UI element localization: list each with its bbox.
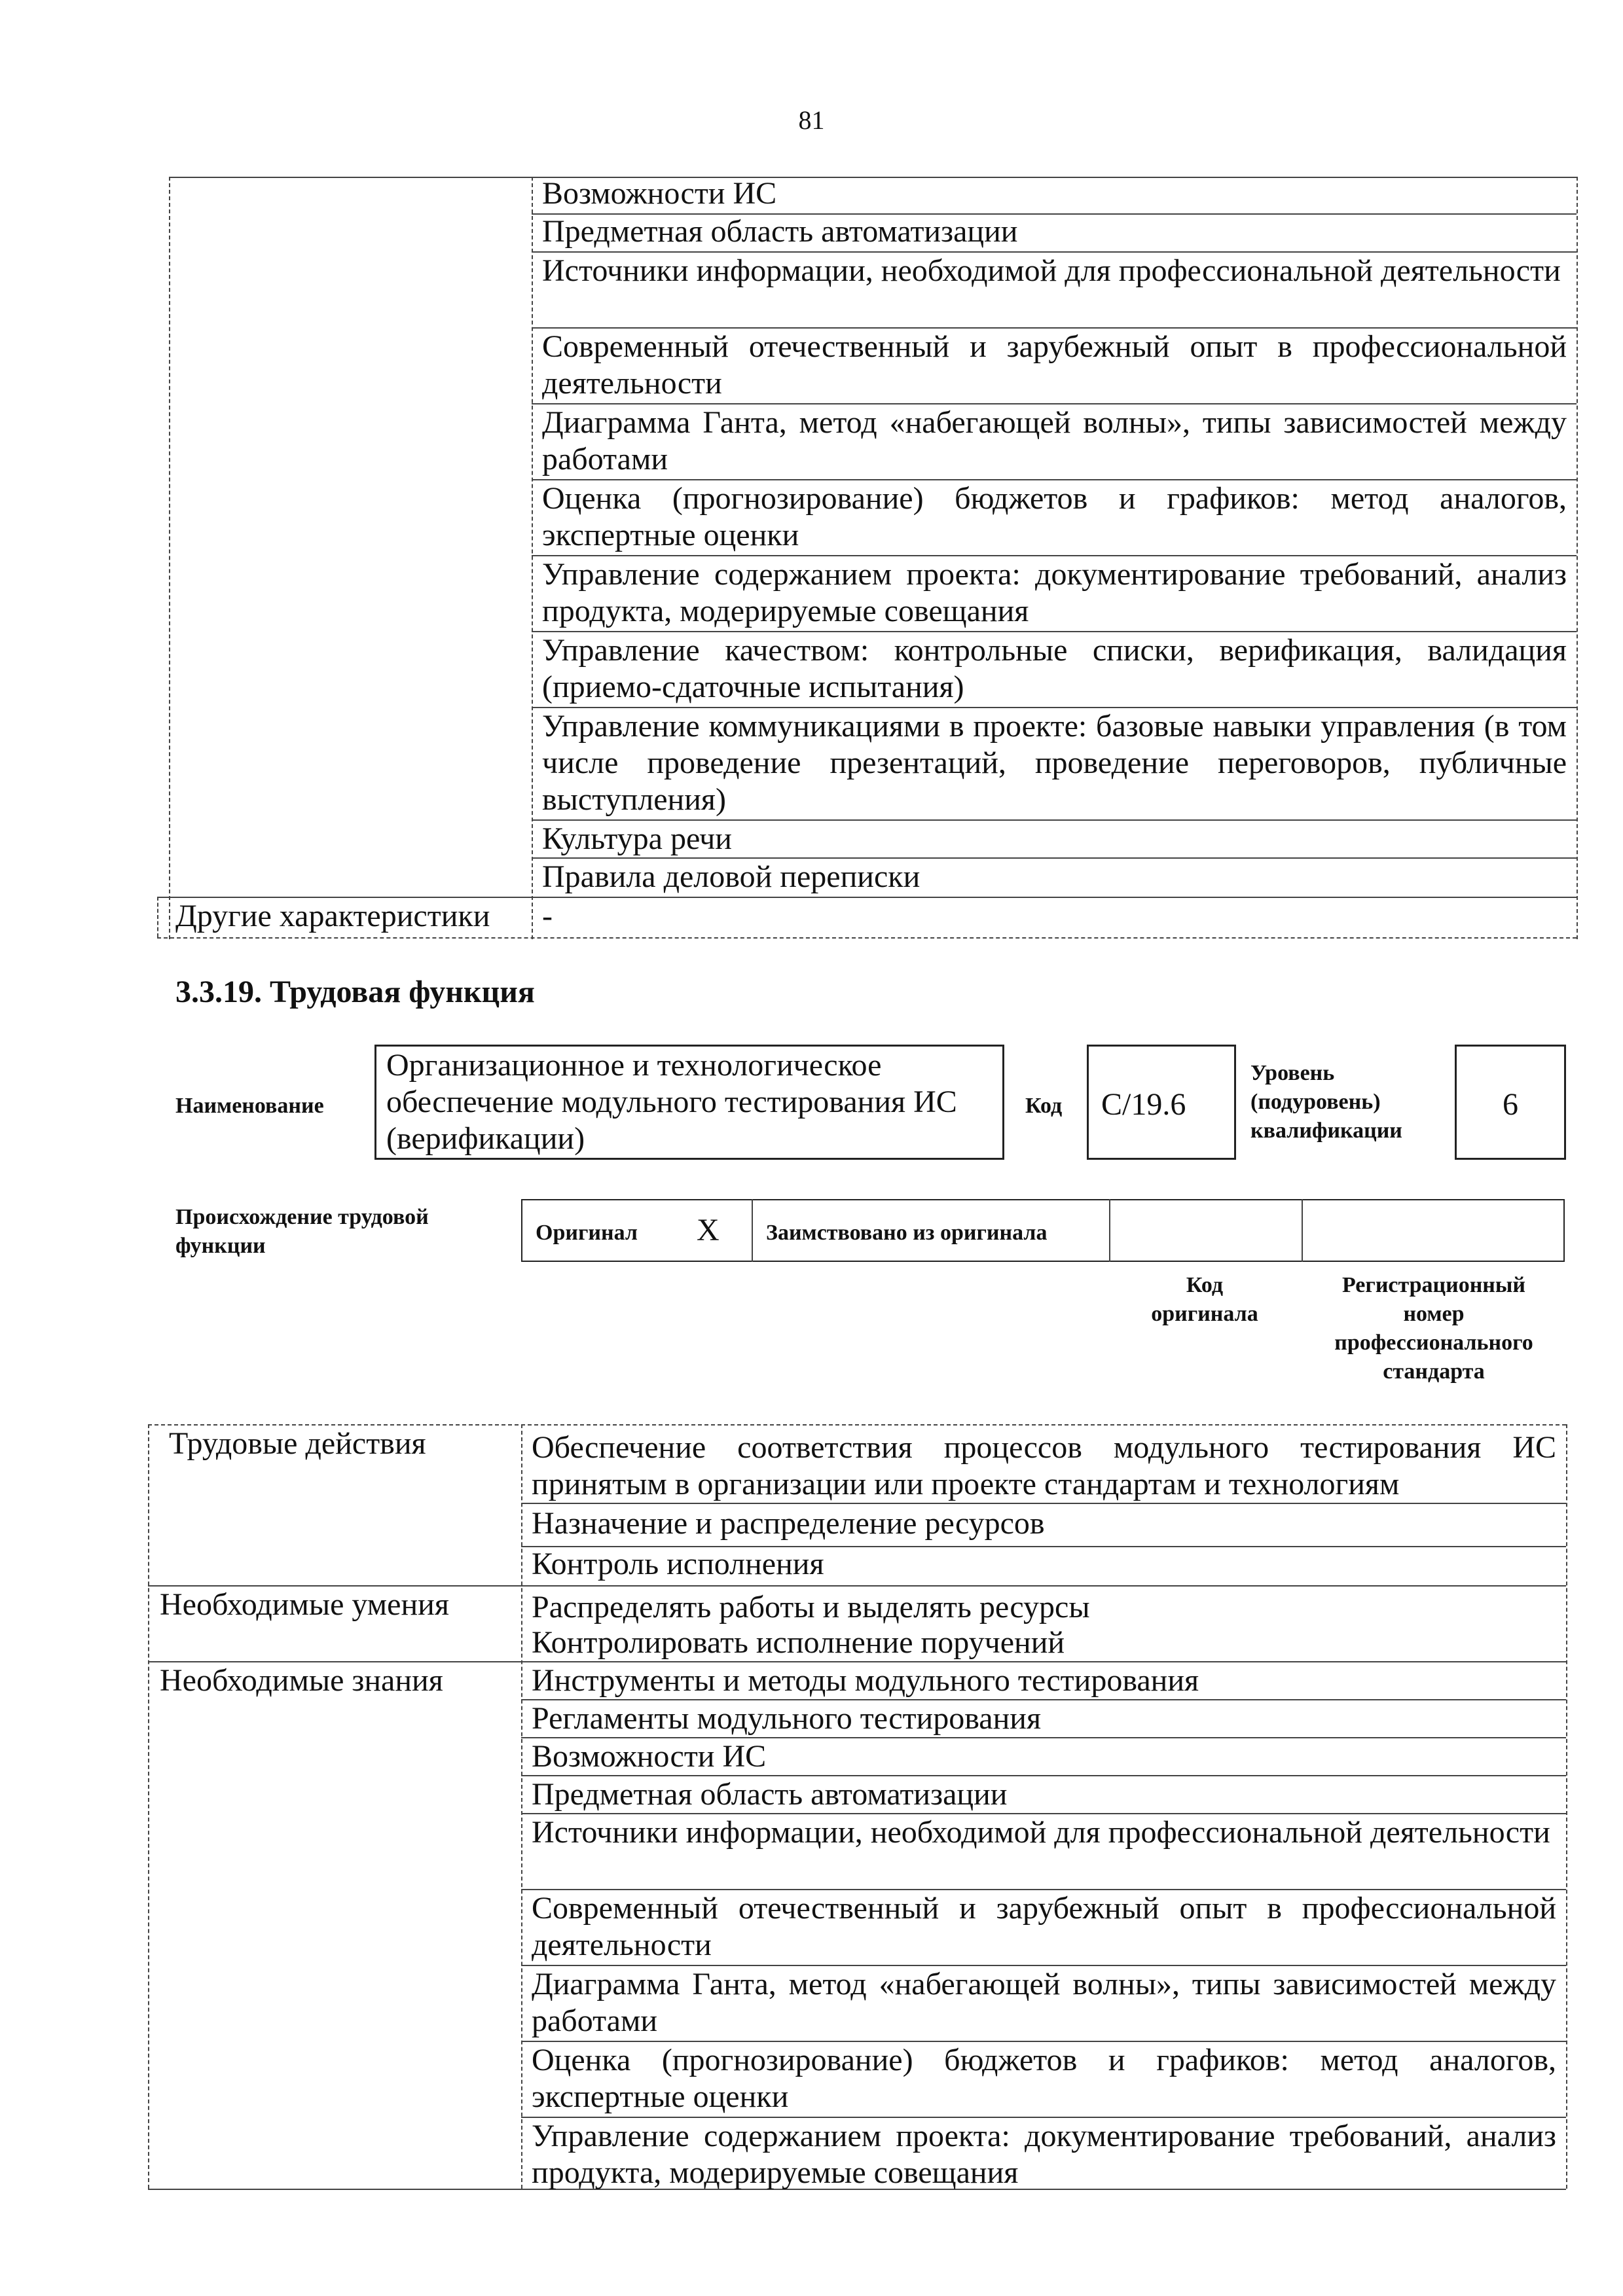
name-value: Организационное и технологическое обеспечение модульного тестирования ИС (верификации) <box>386 1048 957 1156</box>
top-table-right-border <box>1577 177 1578 939</box>
labor-actions-label: Трудовые действия <box>169 1426 426 1461</box>
required-knowledge: Диаграмма Ганта, метод «набегающей волны», типы зависимостей между работами <box>532 1967 1556 2038</box>
required-knowledge: Источники информации, необходимой для профессиональной деятельности <box>532 1815 1550 1850</box>
labor-action: Назначение и распределение ресурсов <box>532 1506 1045 1541</box>
col-divider <box>157 897 158 937</box>
level-value: 6 <box>1503 1087 1518 1122</box>
required-skills-label: Необходимые умения <box>160 1587 449 1622</box>
code-original-caption: Код оригинала <box>1151 1273 1258 1326</box>
required-knowledge: Управление содержанием проекта: документирование требований, анализ продукта, модерируемые совещания <box>532 2119 1556 2190</box>
top-table-row: Современный отечественный и зарубежный опыт в профессиональной деятельности <box>542 329 1567 401</box>
level-label: Уровень (подуровень) квалификации <box>1250 1061 1402 1143</box>
required-knowledge: Современный отечественный и зарубежный опыт в профессиональной деятельности <box>532 1891 1556 1962</box>
reg-number-caption: Регистрационный номер профессионального стандарта <box>1334 1273 1533 1384</box>
row-divider <box>157 937 1577 939</box>
required-knowledge-label: Необходимые знания <box>160 1663 443 1698</box>
row-divider <box>521 1503 1566 1504</box>
top-table-row: Управление качеством: контрольные списки, верификация, валидация (приемо-сдаточные испытания) <box>542 633 1567 704</box>
top-table-row: Возможности ИС <box>542 176 777 211</box>
top-table-left-border <box>169 177 170 939</box>
borrowed-label: Заимствовано из оригинала <box>766 1221 1048 1245</box>
bottom-table-right-border <box>1566 1424 1567 2189</box>
top-table-column-divider <box>532 177 533 939</box>
top-table-row: Управление содержанием проекта: документирование требований, анализ продукта, модерируемые совещания <box>542 557 1567 628</box>
top-table-row: Культура речи <box>542 821 732 856</box>
section-title: 3.3.19. Трудовая функция <box>175 975 535 1009</box>
other-characteristics-value: - <box>542 899 553 933</box>
top-table-row: Правила деловой переписки <box>542 859 921 894</box>
top-table-row: Предметная область автоматизации <box>542 214 1018 249</box>
origin-divider <box>752 1199 753 1262</box>
name-label: Наименование <box>175 1094 324 1118</box>
top-table-row: Оценка (прогнозирование) бюджетов и графиков: метод аналогов, экспертные оценки <box>542 481 1567 552</box>
origin-divider <box>1109 1199 1110 1262</box>
page-number: 81 <box>798 105 825 135</box>
required-knowledge: Предметная область автоматизации <box>532 1777 1008 1812</box>
top-table-row: Источники информации, необходимой для профессиональной деятельности <box>542 253 1561 288</box>
required-skill: Распределять работы и выделять ресурсы <box>532 1590 1090 1624</box>
bottom-table-left-border <box>148 1424 149 2189</box>
origin-divider <box>1302 1199 1303 1262</box>
required-skill: Контролировать исполнение поручений <box>532 1625 1065 1660</box>
labor-action: Контроль исполнения <box>532 1547 824 1581</box>
top-table-row: Управление коммуникациями в проекте: базовые навыки управления (в том числе проведение презентаций, проведение переговоров, публичные выступления) <box>542 709 1567 817</box>
required-knowledge: Возможности ИС <box>532 1739 767 1774</box>
original-label: Оригинал <box>536 1221 638 1245</box>
code-value: C/19.6 <box>1101 1087 1186 1122</box>
original-mark: X <box>697 1213 720 1247</box>
required-knowledge: Оценка (прогнозирование) бюджетов и графиков: метод аналогов, экспертные оценки <box>532 2043 1556 2114</box>
code-label: Код <box>1025 1094 1063 1118</box>
bottom-table-column-divider <box>521 1424 522 2189</box>
other-characteristics-label: Другие характеристики <box>175 899 490 933</box>
required-knowledge: Регламенты модульного тестирования <box>532 1701 1042 1736</box>
labor-action: Обеспечение соответствия процессов модульного тестирования ИС принятым в организации или проекте стандартам и технологиям <box>532 1430 1556 1501</box>
top-table-row: Диаграмма Ганта, метод «набегающей волны», типы зависимостей между работами <box>542 405 1567 476</box>
required-knowledge: Инструменты и методы модульного тестирования <box>532 1663 1199 1698</box>
origin-label: Происхождение трудовой функции <box>175 1205 429 1258</box>
